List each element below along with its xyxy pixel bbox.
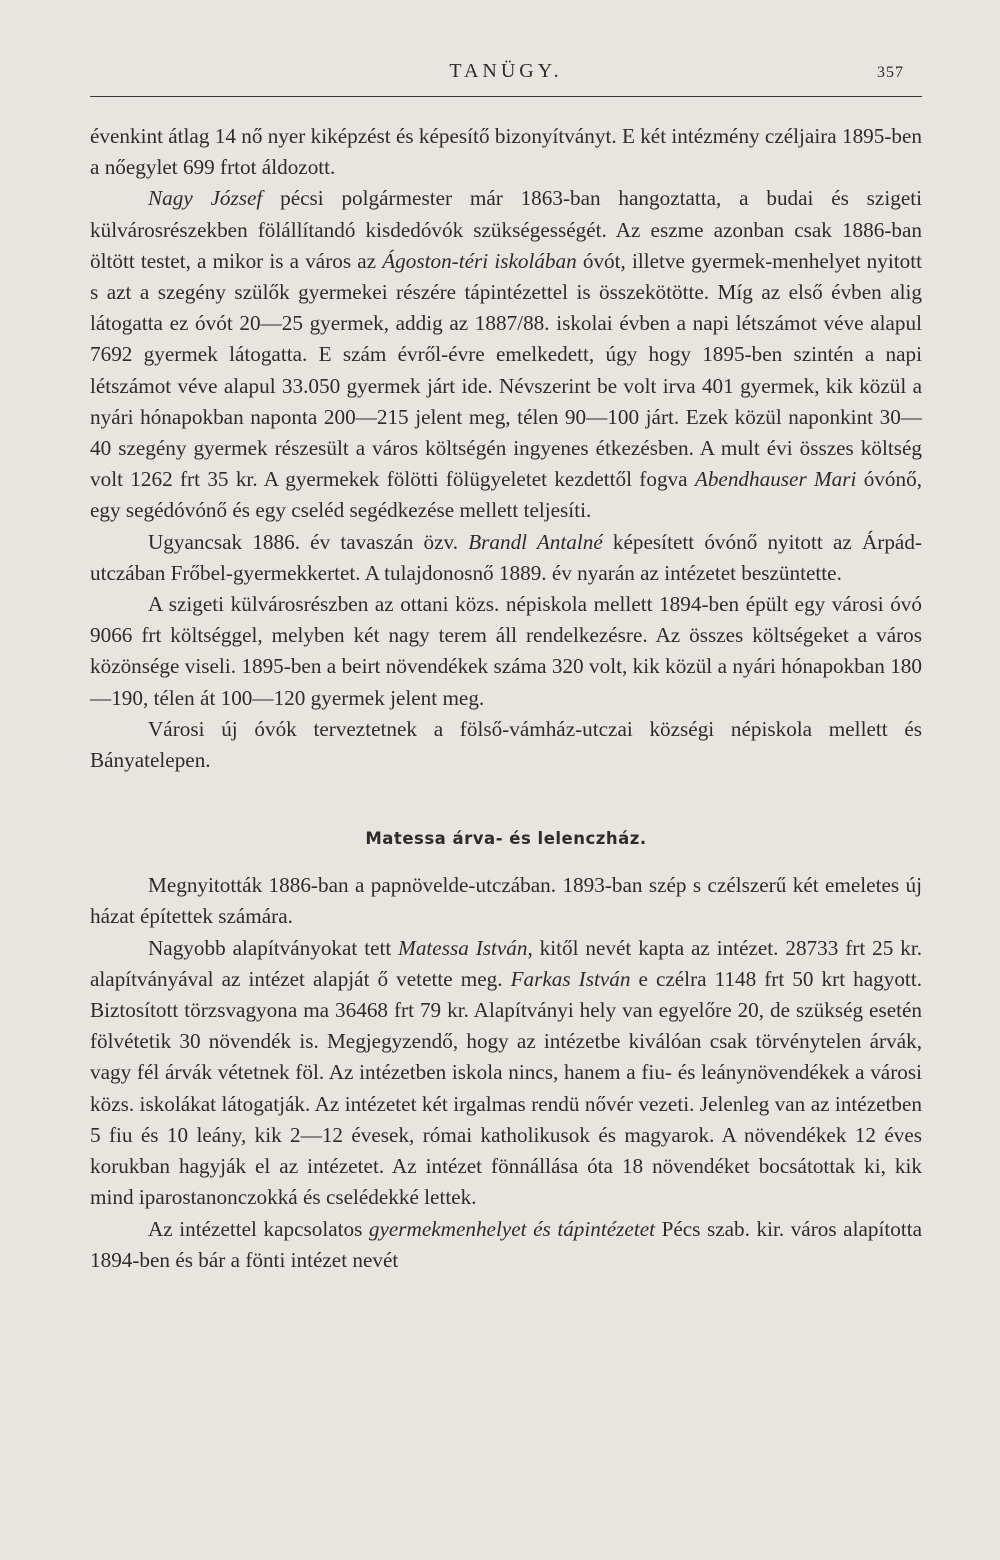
paragraph — [90, 870, 922, 932]
section-spacer — [90, 776, 922, 806]
text-run: Ugyancsak 1886. év tavaszán özv. — [148, 529, 469, 554]
body-text — [90, 121, 922, 1276]
paragraph — [90, 121, 922, 183]
text-run: , kitől nevét kapta az intézet. 28733 frt 25 kr. alapítványával az intézet alapját ő vetette meg. — [90, 935, 922, 991]
running-title: TANÜGY. — [449, 60, 563, 82]
text-run: óvót, illetve gyermek-menhelyet nyitott s azt a szegény szülők gyermekei részére tápintézettel is összekötötte. Míg az első évben alig látogatta ez óvót 20—25 gyermek, addig az 1887/88. iskolai évben a napi létszámot véve alapul 7692 gyermek látogatta. E szám évről-évre emelkedett, úgy hogy 1895-ben szintén a napi létszámot véve alapul 33.050 gyermek járt ide. Névszerint be volt irva 401 gyermek, kik közül a nyári hónapokban naponta 200—215 jelent meg, télen 90—100 járt. Ezek közül naponkint 30—40 szegény gyermek részesült a város költségén ingyenes étkezésben. A mult évi összes költség volt 1262 frt 35 kr. A gyermekek fölötti fölügyeletet kezdettől fogva — [90, 248, 923, 492]
italic-name: gyermekmenhelyet és tápintézetet — [368, 1216, 655, 1241]
text-run: óvónő, egy segédóvónő és egy cseléd segédkezése mellett teljesíti. — [90, 467, 923, 523]
paragraph — [90, 933, 922, 1214]
text-run: Városi új óvók terveztetnek a fölső-vámház-utczai községi népiskola mellett és Bányatelepen. — [90, 716, 922, 773]
text-run: Nagyobb alapítványokat tett — [148, 935, 399, 960]
paragraph — [90, 1214, 922, 1276]
paragraph — [90, 527, 922, 589]
running-head — [90, 58, 922, 88]
header-rule — [90, 96, 922, 97]
text-run: pécsi polgármester már 1863-ban hangoztatta, a budai és szigeti külvárosrészekben fölállítandó kisdedóvók szükségességét. Az eszme azonban csak 1886-ban öltött testet, a mikor is a város az — [90, 186, 922, 273]
text-run: Megnyitották 1886-ban a papnövelde-utczában. 1893-ban szép s czélszerű két emeletes új házat építettek számára. — [90, 873, 922, 929]
paragraph — [90, 183, 922, 526]
italic-name: Brandl Antalné — [468, 529, 603, 554]
paragraph — [90, 714, 922, 776]
italic-name: Matessa István — [398, 935, 528, 960]
paragraph — [90, 589, 922, 714]
page-number: 357 — [877, 64, 904, 81]
section-kisdedovok — [90, 121, 922, 776]
text-run: évenkint átlag 14 nő nyer kiképzést és képesítő bizonyítványt. E két intézmény czéljaira 1895-ben a nőegylet 699 frtot áldozott. — [90, 124, 922, 180]
italic-name: Nagy József — [148, 186, 263, 211]
text-run: e czélra 1148 frt 50 krt hagyott. Biztosított törzsvagyona ma 36468 frt 79 kr. Alapítványi hely van egyelőre 20, de szükség esetén fölvétetik 30 növendék is. Megjegyzendő, hogy az intézetbe kiválóan csak törvénytelen árvák, vagy fél árvák vétetnek föl. Az intézetben iskola nincs, hanem a fiu- és leánynövendékek a városi közs. iskolákat látogatják. Az intézetet két irgalmas rendü nővér vezeti. Jelenleg van az intézetben 5 fiu és 10 leány, kik 2—12 évesek, római katholikusok és magyarok. A növendékek 12 éves korukban hagyják el az intézetet. Az intézet fönnállása óta 18 növendéket bocsátottak ki, kik mind iparostanonczokká és cselédekké lettek. — [90, 966, 923, 1210]
text-run: A szigeti külvárosrészben az ottani közs. népiskola mellett 1894-ben épült egy városi óvó 9066 frt költséggel, melyben két nagy terem áll rendelkezésre. Az összes költségeket a város közönsége viseli. 1895-ben a beirt növendékek száma 320 volt, kik közül a nyári hónapokban 180—190, télen át 100—120 gyermek jelent meg. — [90, 592, 922, 710]
section-heading: Matessa árva- és lelenczház. — [365, 829, 647, 849]
section-lelenczhaz — [90, 870, 922, 1276]
text-run: Pécs szab. kir. város alapította 1894-ben és bár a fönti intézet nevét — [90, 1216, 922, 1272]
italic-name: Ágoston-téri iskolában — [382, 248, 577, 273]
italic-name: Abendhauser Mari — [694, 467, 857, 492]
text-run: Az intézettel kapcsolatos — [148, 1216, 369, 1241]
text-run: képesített óvónő nyitott az Árpád-utczában Frőbel-gyermekkertet. A tulajdonosnő 1889. év nyarán az intézetet beszüntette. — [90, 529, 922, 585]
italic-name: Farkas István — [510, 966, 631, 991]
